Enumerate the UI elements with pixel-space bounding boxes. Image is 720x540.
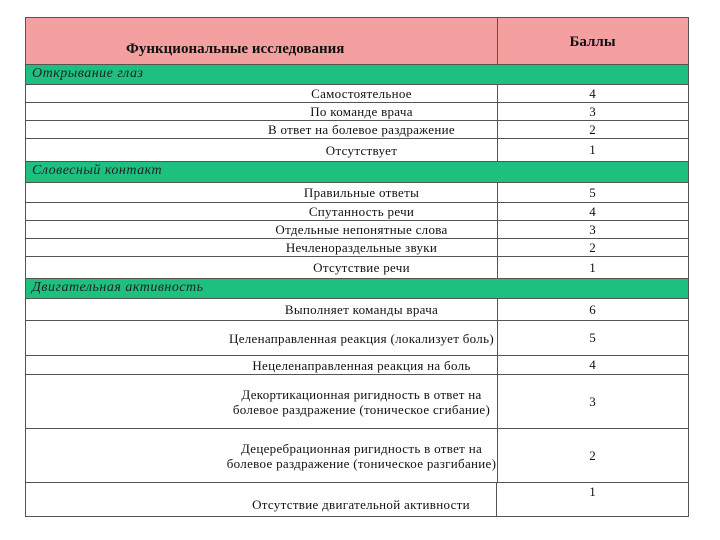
criterion-label: Отсутствие двигательной активности [226, 483, 497, 516]
table-row [26, 121, 688, 139]
score-value: 2 [589, 121, 596, 137]
criterion-label: Самостоятельное [226, 85, 498, 102]
criterion-label: По команде врача [226, 103, 498, 120]
score-value: 3 [589, 103, 596, 119]
criterion-label: Целенаправленная реакция (локализует боль) [226, 321, 498, 355]
score-value: 3 [589, 221, 596, 237]
section-eye-opening [26, 65, 688, 85]
header-points: Баллы [569, 34, 616, 50]
section-verbal-contact [26, 162, 688, 183]
criterion-label: Спутанность речи [226, 203, 498, 220]
score-value: 1 [589, 484, 596, 499]
criterion-label: Нецеленаправленная реакция на боль [226, 356, 498, 374]
score-value: 1 [589, 259, 596, 275]
table-row [26, 203, 688, 221]
criterion-label: Декортикационная ригидность в ответ на болевое раздражение (тоническое сгибание) [226, 375, 498, 428]
criterion-label: Децеребрационная ригидность в ответ на болевое раздражение (тоническое разгибание) [226, 429, 498, 482]
section-title: Открывание глаз [32, 66, 144, 81]
table-row [26, 257, 688, 279]
glasgow-scale-table [25, 17, 689, 517]
table-row [26, 299, 688, 321]
table-row [26, 221, 688, 239]
score-value: 5 [589, 184, 596, 200]
table-row [26, 103, 688, 121]
criterion-label: В ответ на болевое раздражение [226, 121, 498, 138]
score-value: 6 [589, 301, 596, 317]
score-value: 5 [589, 330, 596, 345]
score-value: 4 [589, 203, 596, 219]
section-title: Словесный контакт [32, 163, 163, 178]
criterion-label: Правильные ответы [226, 183, 498, 202]
table-row [26, 239, 688, 257]
table-row [26, 483, 688, 516]
criterion-label: Отсутствие речи [226, 257, 498, 278]
score-value: 4 [589, 357, 596, 372]
score-value: 1 [589, 142, 596, 157]
score-value: 2 [589, 447, 596, 463]
table-row [26, 429, 688, 483]
table-header [26, 18, 688, 65]
table-row [26, 321, 688, 356]
criterion-label: Выполняет команды врача [226, 299, 498, 320]
table-row [26, 375, 688, 429]
table-row [26, 85, 688, 103]
header-functional-tests [26, 18, 498, 64]
header-functional-tests-label: Функциональные исследования [126, 41, 345, 57]
criterion-label: Отсутствует [226, 139, 498, 161]
table-row [26, 356, 688, 375]
table-row [26, 139, 688, 162]
section-motor-activity [26, 279, 688, 299]
criterion-label: Отдельные непонятные слова [226, 221, 498, 238]
score-value: 3 [589, 393, 596, 409]
criterion-label: Нечленораздельные звуки [226, 239, 498, 256]
table-row [26, 183, 688, 203]
score-value: 4 [589, 85, 596, 101]
section-title: Двигательная активность [32, 280, 204, 295]
score-value: 2 [589, 239, 596, 255]
